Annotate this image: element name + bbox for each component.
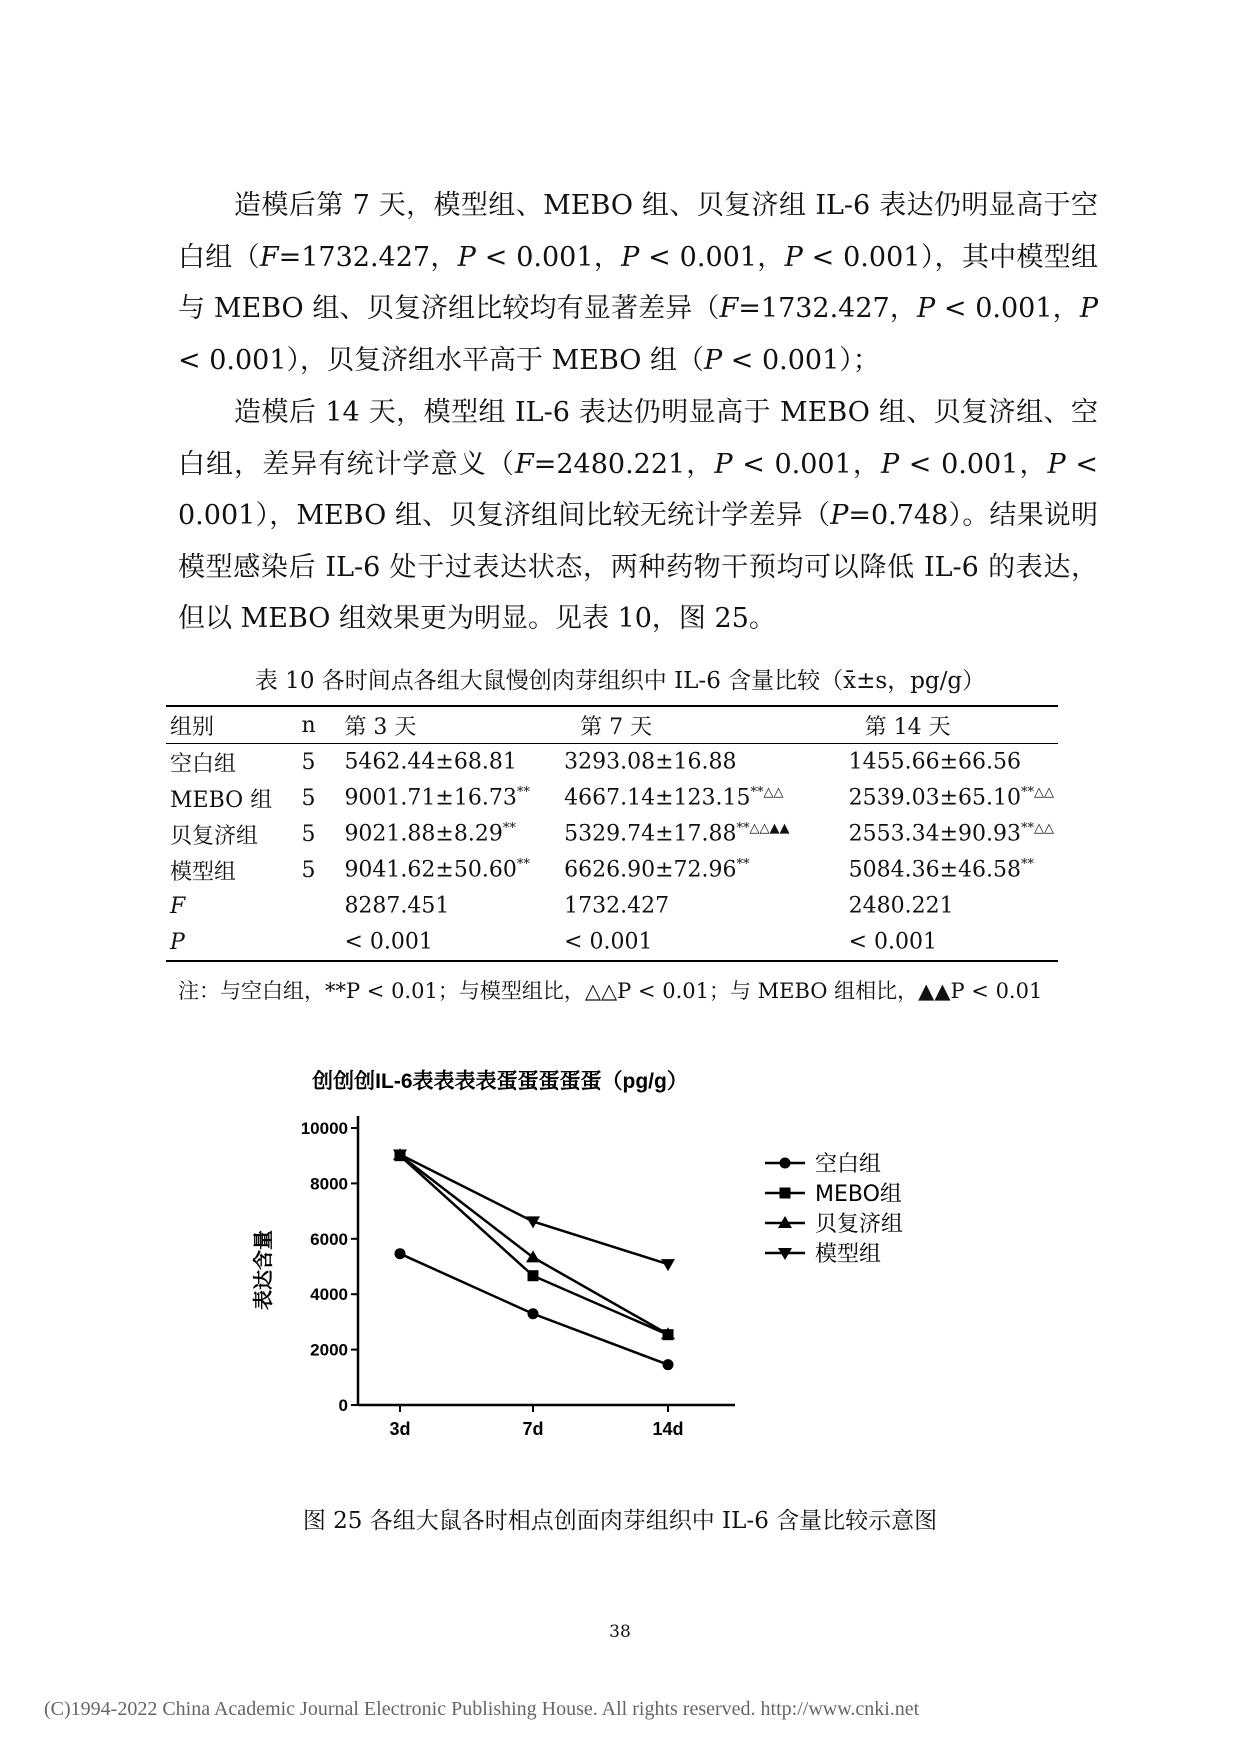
cell-n: 5 — [301, 857, 316, 883]
cell-day7: 6626.90±72.96** — [564, 857, 750, 883]
y-tick-label: 8000 — [310, 1174, 348, 1194]
cell-day14: 1455.66±66.56 — [848, 749, 1021, 775]
cell-day14: 2539.03±65.10**△△ — [848, 785, 1054, 811]
cell-group: 空白组 — [170, 751, 237, 777]
cell-day3: 9001.71±16.73** — [344, 785, 530, 811]
y-tick-label: 4000 — [310, 1285, 348, 1305]
table-row — [166, 780, 1058, 816]
x-tick-label: 7d — [522, 1419, 544, 1439]
cell-day7: 4667.14±123.15**△△ — [564, 785, 784, 811]
cell-day14: < 0.001 — [848, 929, 938, 955]
header-day14: 第 14 天 — [864, 714, 951, 740]
cell-group: P — [170, 929, 185, 955]
cell-group: 模型组 — [170, 859, 237, 885]
data-table — [166, 705, 1058, 962]
table-row — [166, 744, 1058, 781]
series-line — [400, 1156, 668, 1335]
x-tick-label: 3d — [389, 1419, 411, 1439]
header-group: 组别 — [170, 714, 215, 740]
paragraph-day7: 造模后第 7 天，模型组、MEBO 组、贝复济组 IL-6 表达仍明显高于空白组（F=1732.427，P < 0.001，P < 0.001，P < 0.001），其中模型组与 MEBO 组、贝复济组比较均有显著差异（F=1732.427，P < 0.001，P < 0.001），贝复济组水平高于 MEBO 组（P < 0.001）； — [178, 190, 1098, 376]
header-day3: 第 3 天 — [344, 714, 417, 740]
table-caption: 表 10 各时间点各组大鼠慢创肉芽组织中 IL-6 含量比较（x̄±s，pg/g） — [254, 668, 986, 694]
cell-day7: 1732.427 — [564, 893, 670, 919]
cell-day7: < 0.001 — [564, 929, 653, 955]
table-row — [166, 816, 1058, 852]
cell-day14: 2480.221 — [848, 893, 954, 919]
chart-title: 创创创IL-6表表表表蛋蛋蛋蛋蛋（pg/g） — [312, 1070, 688, 1093]
header-day7: 第 7 天 — [580, 714, 653, 740]
cell-n: 5 — [301, 785, 316, 811]
data-point — [528, 1308, 539, 1319]
y-tick-label: 10000 — [300, 1119, 348, 1138]
cell-day3: 9021.88±8.29** — [344, 821, 516, 847]
y-tick-label: 0 — [338, 1396, 348, 1415]
table-note: 注：与空白组，**P < 0.01；与模型组比，△△P < 0.01；与 MEBO 组相比，▲▲P < 0.01 — [178, 979, 1043, 1003]
page-number: 38 — [609, 1622, 631, 1642]
figure-caption: 图 25 各组大鼠各时相点创面肉芽组织中 IL-6 含量比较示意图 — [302, 1508, 938, 1534]
cell-day7: 3293.08±16.88 — [564, 749, 737, 775]
table-row — [166, 924, 1058, 961]
y-tick-label: 2000 — [310, 1340, 348, 1360]
series-line — [400, 1155, 668, 1265]
cell-day14: 2553.34±90.93**△△ — [848, 821, 1054, 847]
legend-label: 空白组 — [815, 1152, 882, 1177]
header-n: n — [301, 712, 316, 738]
x-tick-label: 14d — [652, 1419, 684, 1439]
legend-label: 模型组 — [815, 1242, 882, 1267]
legend-label: 贝复济组 — [815, 1212, 904, 1237]
y-axis-label: 表达含量 — [253, 1230, 275, 1310]
cell-day3: 5462.44±68.81 — [344, 749, 517, 775]
series-line — [400, 1155, 668, 1334]
cell-day14: 5084.36±46.58** — [848, 857, 1034, 883]
cell-day7: 5329.74±17.88**△△▲▲ — [564, 821, 790, 847]
cell-group: F — [170, 893, 186, 919]
cell-n — [297, 888, 340, 924]
data-point — [528, 1270, 539, 1281]
cell-day3: < 0.001 — [344, 929, 433, 955]
data-point — [663, 1359, 674, 1370]
data-point — [661, 1259, 675, 1271]
cell-group: 贝复济组 — [170, 823, 259, 849]
y-tick-label: 6000 — [310, 1229, 348, 1249]
cell-day3: 9041.62±50.60** — [344, 857, 530, 883]
cell-group: MEBO 组 — [170, 787, 273, 813]
table-header-row — [166, 706, 1058, 744]
cell-n — [297, 924, 340, 961]
cell-n: 5 — [301, 821, 316, 847]
legend-marker — [780, 1188, 791, 1199]
cell-day3: 8287.451 — [344, 893, 450, 919]
data-point — [395, 1248, 406, 1259]
copyright-footer: (C)1994-2022 China Academic Journal Electronic Publishing House. All rights reserved. http://www.cnki.net — [44, 1698, 920, 1720]
table-row — [166, 888, 1058, 924]
line-chart — [230, 1060, 1010, 1490]
table-row — [166, 852, 1058, 888]
legend-marker — [780, 1158, 791, 1169]
paragraph-day14: 造模后 14 天，模型组 IL-6 表达仍明显高于 MEBO 组、贝复济组、空白组，差异有统计学意义（F=2480.221，P < 0.001，P < 0.001，P < 0.001），MEBO 组、贝复济组间比较无统计学差异（P=0.748）。结果说明模型感染后 IL-6 处于过表达状态，两种药物干预均可以降低 IL-6 的表达，但以 MEBO 组效果更为明显。见表 10，图 25。 — [178, 397, 1099, 634]
legend-label: MEBO组 — [815, 1182, 902, 1207]
cell-n: 5 — [301, 749, 316, 775]
